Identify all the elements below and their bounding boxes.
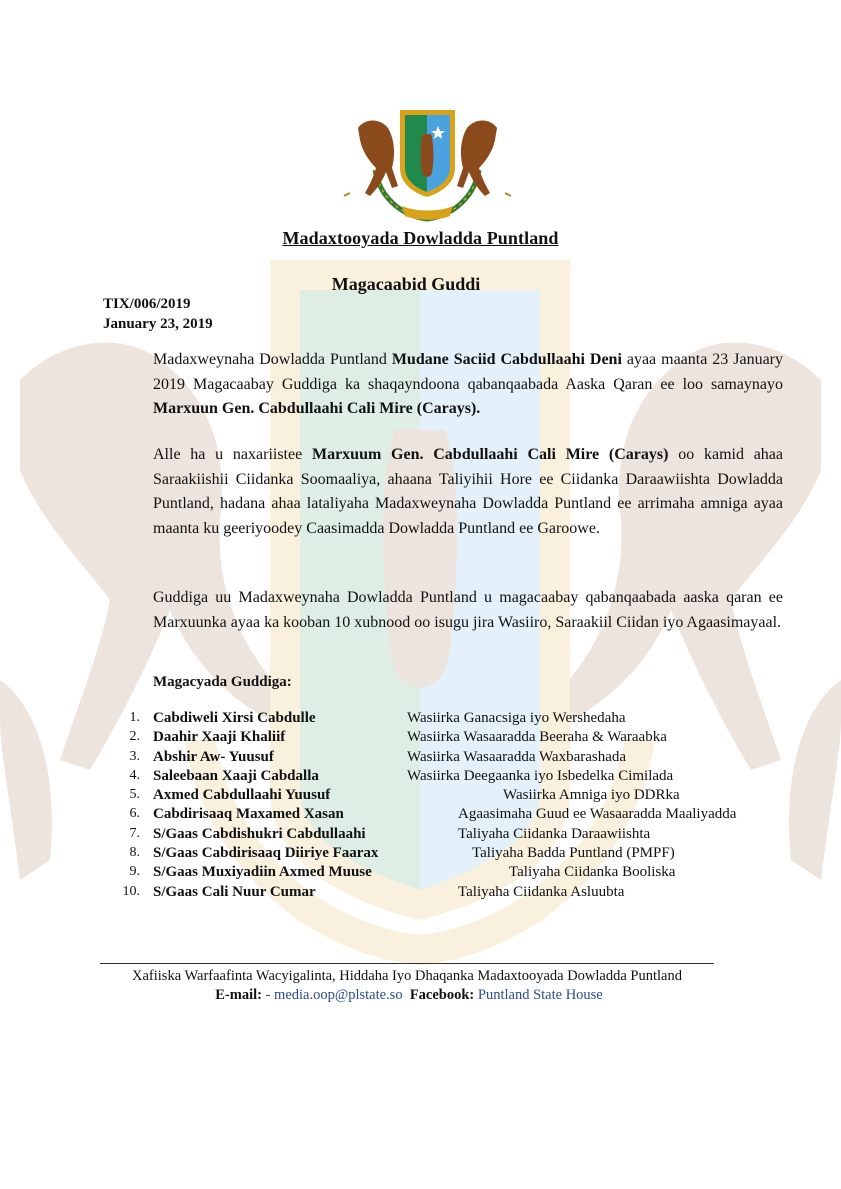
paragraph-2 bbox=[153, 443, 783, 541]
member-name: Abshir Aw- Yuusuf bbox=[153, 748, 274, 765]
paragraph-1 bbox=[153, 348, 783, 422]
member-role: Wasiirka Ganacsiga iyo Wershedaha bbox=[407, 710, 626, 726]
footer-contact bbox=[0, 987, 818, 1004]
reference-number: TIX/006/2019 bbox=[103, 296, 191, 312]
footer-divider bbox=[100, 963, 714, 964]
member-name: S/Gaas Cabdishukri Cabdullaahi bbox=[153, 825, 366, 842]
member-name: S/Gaas Cabdirisaaq Diiriye Faarax bbox=[153, 845, 379, 862]
member-number: 7. bbox=[129, 825, 140, 841]
member-role: Agaasimaha Guud ee Wasaaradda Maaliyadda bbox=[458, 806, 737, 823]
member-number: 9. bbox=[129, 864, 140, 880]
email-label: E-mail: bbox=[215, 987, 262, 1003]
member-name: Axmed Cabdullaahi Yuusuf bbox=[153, 787, 331, 804]
member-role: Wasiirka Deegaanka iyo Isbedelka Cimilada bbox=[407, 767, 674, 784]
member-role: Taliyaha Ciidanka Daraawiishta bbox=[458, 825, 651, 842]
list-item bbox=[0, 864, 841, 883]
paragraph-1-text-a: Madaxweynaha Dowladda Puntland bbox=[153, 351, 392, 368]
member-list bbox=[0, 710, 841, 903]
paragraph-1-deceased-name: Marxuun Gen. Cabdullaahi Cali Mire (Carays). bbox=[153, 400, 481, 417]
member-number: 4. bbox=[129, 767, 140, 783]
list-item bbox=[0, 729, 841, 748]
list-item bbox=[0, 826, 841, 845]
member-role: Taliyaha Ciidanka Booliska bbox=[509, 864, 676, 881]
member-number: 8. bbox=[129, 845, 140, 861]
list-item bbox=[0, 768, 841, 787]
member-number: 5. bbox=[129, 787, 140, 803]
facebook-label: Facebook: bbox=[409, 987, 475, 1003]
member-number: 2. bbox=[129, 729, 140, 745]
member-number: 1. bbox=[129, 710, 140, 725]
document-date: January 23, 2019 bbox=[103, 316, 213, 332]
list-item bbox=[0, 884, 841, 903]
facebook-link[interactable]: Puntland State House bbox=[474, 987, 603, 1003]
member-role: Taliyaha Badda Puntland (PMPF) bbox=[472, 845, 675, 862]
paragraph-2-text-a: Alle ha u naxariistee bbox=[153, 446, 312, 463]
member-role: Wasiirka Wasaaradda Beeraha & Waraabka bbox=[407, 729, 667, 746]
document-title: Magacaabid Guddi bbox=[331, 274, 481, 294]
list-item bbox=[0, 845, 841, 864]
member-number: 6. bbox=[129, 806, 140, 822]
list-item bbox=[0, 749, 841, 768]
member-name: S/Gaas Muxiyadiin Axmed Muuse bbox=[153, 864, 372, 881]
member-role: Wasiirka Wasaaradda Waxbarashada bbox=[407, 748, 627, 765]
paragraph-3: Guddiga uu Madaxweynaha Dowladda Puntland u magacaabay qabanqaabada aaska qaran ee Marxuunka ayaa ka kooban 10 xubnood oo isugu jira Wasiiro, Saraakiil Ciidan iyo Agaasimayaal. bbox=[153, 589, 783, 631]
list-item bbox=[0, 787, 841, 806]
list-item bbox=[0, 710, 841, 729]
member-name: Cabdiweli Xirsi Cabdulle bbox=[153, 710, 316, 726]
paragraph-2-text-c: oo kamid ahaa Saraakiishii Ciidanka Soomaaliya, ahaana Taliyihii Hore ee Ciidanka Daraawiishta Dowladda Puntland, hadana ahaa lataliyaha Madaxweynaha Dowladda Puntland ee arrimaha amniga ayaa maanta ku geeriyoodey Caasimadda Dowladda Puntland ee Garoowe. bbox=[153, 446, 784, 537]
member-role: Taliyaha Ciidanka Asluubta bbox=[458, 883, 625, 900]
member-name: S/Gaas Cali Nuur Cumar bbox=[153, 883, 316, 900]
header-title: Madaxtooyada Dowladda Puntland bbox=[282, 228, 559, 248]
member-name: Cabdirisaaq Maxamed Xasan bbox=[153, 806, 344, 823]
member-name: Daahir Xaaji Khaliif bbox=[153, 729, 286, 746]
paragraph-1-president-name: Mudane Saciid Cabdullaahi Deni bbox=[391, 351, 622, 368]
paragraph-2-deceased-name: Marxuum Gen. Cabdullaahi Cali Mire (Carays) bbox=[311, 446, 669, 463]
members-heading: Magacyada Guddiga: bbox=[153, 674, 292, 690]
member-number: 10. bbox=[122, 883, 140, 899]
footer-organization: Xafiiska Warfaafinta Wacyigalinta, Hiddaha Iyo Dhaqanka Madaxtooyada Dowladda Puntland bbox=[132, 968, 682, 984]
member-role: Wasiirka Amniga iyo DDRka bbox=[503, 787, 680, 804]
list-item bbox=[0, 806, 841, 825]
member-number: 3. bbox=[129, 748, 140, 764]
paragraph-1-text-c: ayaa maanta 23 January 2019 Magacaabay Guddiga ka shaqayndoona qabanqaabada Aaska Qaran ee loo samaynayo bbox=[153, 351, 783, 393]
puntland-emblem bbox=[340, 98, 515, 228]
member-name: Saleebaan Xaaji Cabdalla bbox=[153, 767, 319, 784]
email-link[interactable]: - media.oop@plstate.so bbox=[261, 987, 403, 1003]
